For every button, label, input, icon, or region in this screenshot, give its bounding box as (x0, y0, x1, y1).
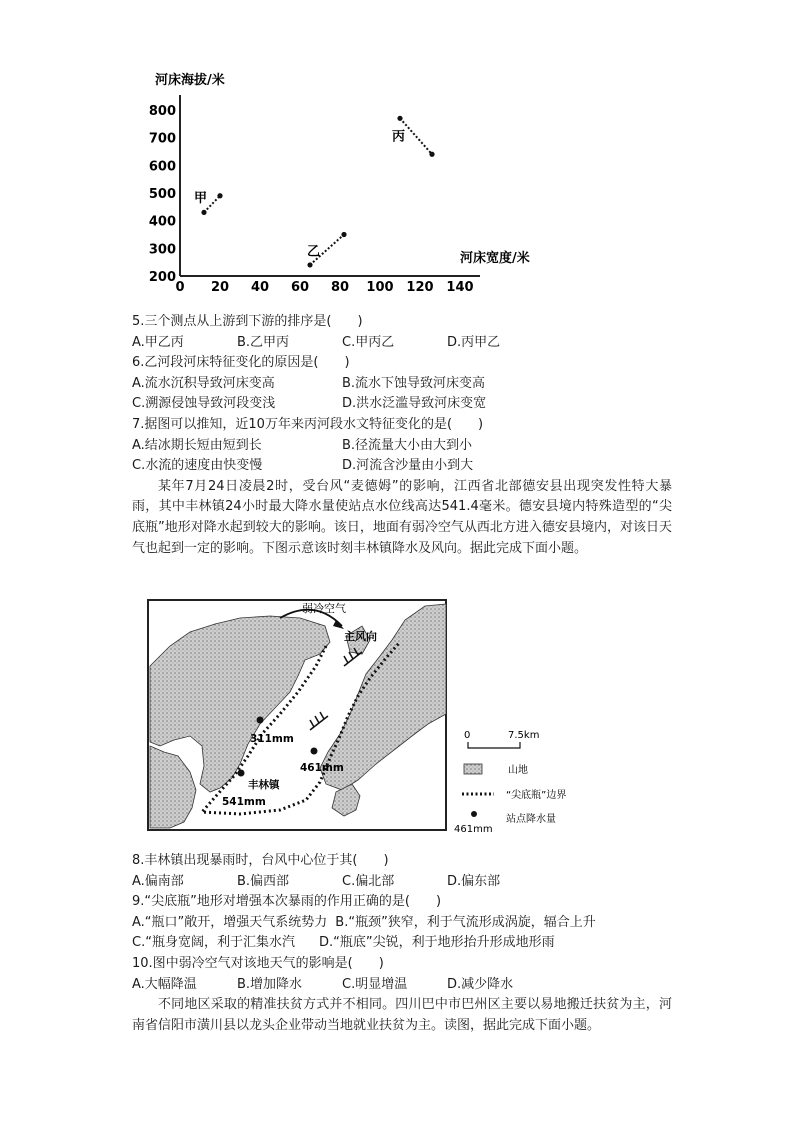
scale-bar (468, 742, 520, 748)
q7-option-b[interactable]: B.径流量大小由大到小 (342, 437, 473, 453)
q7-stem: 7.据图可以推知，近10万年来丙河段水文特征变化的是( ) (132, 416, 484, 432)
cold-air-label: 弱冷空气 (302, 602, 346, 615)
riverbed-chart-svg (130, 60, 570, 300)
questions-5-7 (132, 312, 672, 559)
data-point-丙 (429, 152, 434, 157)
q7-options-row1 (132, 436, 672, 457)
legend-station-value: 461mm (454, 824, 493, 835)
q6-stem: 6.乙河段河床特征变化的原因是( ) (132, 355, 350, 371)
main-wind-label: 主风向 (344, 630, 377, 643)
passage-poverty: 不同地区采取的精准扶贫方式并不相同。四川巴中市巴州区主要以易地搬迁扶贫为主，河南省信阳市潢川县以龙头企业带动当地就业扶贫为主。读图，据此完成下面小题。 (132, 997, 672, 1033)
q8-option-b[interactable]: B.偏西部 (237, 873, 290, 889)
q5-option-d[interactable]: D.丙甲乙 (447, 334, 501, 350)
legend-station-label: 站点降水量 (506, 814, 556, 825)
passage-typhoon: 某年7月24日凌晨2时，受台风“麦德姆”的影响，江西省北部德安县出现突发性特大暴雨，其中丰林镇24小时最大降水量使站点水位线高达541.4毫米。德安县境内特殊造型的“尖底瓶”地形对降水起到较大的影响。该日，地面有弱冷空气从西北方进入德安县境内，对该日天气也起到一定的影响。下图示意该时刻丰林镇降水及风向。据此完成下面小题。 (132, 478, 672, 556)
legend-mountain-swatch (464, 764, 482, 774)
q7-option-a[interactable]: A.结冰期长短由短到长 (132, 437, 262, 453)
q5-option-c[interactable]: C.甲丙乙 (342, 334, 395, 350)
station-dot-461 (311, 748, 318, 755)
q6-option-a[interactable]: A.流水沉积导致河床变高 (132, 375, 275, 391)
series-label-丙: 丙 (392, 129, 406, 145)
q7-option-d[interactable]: D.河流含沙量由小到大 (342, 458, 474, 474)
x-tick-label: 80 (330, 280, 350, 295)
x-tick-label: 140 (446, 280, 474, 295)
x-tick-label: 40 (250, 280, 270, 295)
y-tick-label: 500 (148, 187, 176, 202)
y-tick-label: 700 (148, 131, 176, 147)
q8-stem: 8.丰林镇出现暴雨时，台风中心位于其( ) (132, 853, 389, 868)
q6-option-c[interactable]: C.溯源侵蚀导致河段变浅 (132, 396, 276, 412)
q10-option-c[interactable]: C.明显增温 (342, 976, 408, 992)
y-axis-label: 河床海拔/米 (155, 73, 225, 88)
q9-options-row1 (132, 913, 672, 934)
station-label-311: 311mm (250, 733, 294, 745)
q9-option-d[interactable]: D.“瓶底”尖锐，利于地形抬升形成地形雨 (318, 935, 555, 951)
q10-option-d[interactable]: D.减少降水 (447, 976, 514, 992)
q8-option-d[interactable]: D.偏东部 (447, 873, 501, 889)
data-point-乙 (341, 232, 346, 237)
q10-option-b[interactable]: B.增加降水 (237, 976, 303, 992)
x-axis-label: 河床宽度/米 (460, 251, 530, 266)
q8-option-c[interactable]: C.偏北部 (342, 873, 395, 889)
deanxian-map-svg (130, 596, 600, 836)
deanxian-map (130, 596, 600, 836)
q10-stem: 10.图中弱冷空气对该地天气的影响是( ) (132, 955, 384, 971)
questions-8-10 (132, 851, 672, 1036)
q9-options-row2 (132, 933, 672, 954)
legend-station-dot (471, 811, 477, 817)
q5-option-b[interactable]: B.乙甲丙 (237, 334, 290, 350)
station-label-461: 461mm (300, 762, 344, 774)
q8-option-a[interactable]: A.偏南部 (132, 873, 184, 889)
y-tick-label: 300 (148, 242, 176, 258)
legend-mountain-label: 山地 (508, 765, 528, 776)
q9-option-a[interactable]: A.“瓶口”敞开，增强天气系统势力 (132, 914, 328, 930)
x-tick-label: 100 (366, 280, 394, 295)
x-tick-label: 120 (406, 280, 434, 295)
town-label: 丰林镇 (248, 779, 280, 791)
series-label-乙: 乙 (307, 244, 321, 260)
q6-option-b[interactable]: B.流水下蚀导致河床变高 (342, 375, 486, 391)
q8-options (132, 872, 672, 893)
y-tick-label: 600 (148, 159, 176, 175)
q6-options-row2 (132, 394, 672, 415)
riverbed-chart (130, 60, 570, 300)
station-dot-311 (257, 717, 264, 724)
q5-option-a[interactable]: A.甲乙丙 (132, 334, 184, 350)
q6-options-row1 (132, 374, 672, 395)
q6-option-d[interactable]: D.洪水泛滥导致河床变宽 (342, 396, 487, 412)
q9-option-b[interactable]: B.“瓶颈”狭窄，利于气流形成涡旋，辐合上升 (335, 914, 596, 930)
series-label-甲: 甲 (194, 191, 208, 207)
q10-options (132, 975, 672, 996)
q9-option-c[interactable]: C.“瓶身宽阔，利于汇集水汽 (132, 935, 295, 951)
x-tick-label: 0 (175, 280, 185, 295)
q5-stem: 5.三个测点从上游到下游的排序是( ) (132, 314, 363, 329)
station-dot-fenglin (238, 770, 245, 777)
data-point-甲 (217, 193, 222, 198)
legend-border-label: “尖底瓶”边界 (506, 790, 567, 801)
q7-option-c[interactable]: C.水流的速度由快变慢 (132, 458, 263, 474)
x-tick-label: 20 (210, 280, 230, 295)
scale-label: 7.5km (508, 730, 540, 741)
y-tick-label: 800 (148, 104, 176, 119)
scale-zero: 0 (464, 730, 471, 741)
data-point-丙 (397, 116, 402, 121)
data-point-甲 (201, 210, 206, 215)
y-tick-label: 200 (148, 270, 176, 285)
x-tick-label: 60 (290, 280, 310, 295)
data-point-乙 (307, 262, 312, 267)
station-label-541: 541mm (222, 796, 266, 808)
q10-option-a[interactable]: A.大幅降温 (132, 976, 197, 992)
q5-options (132, 333, 672, 354)
y-tick-label: 400 (148, 214, 176, 230)
q9-stem: 9.“尖底瓶”地形对增强本次暴雨的作用正确的是( ) (132, 894, 442, 910)
q7-options-row2 (132, 456, 672, 477)
